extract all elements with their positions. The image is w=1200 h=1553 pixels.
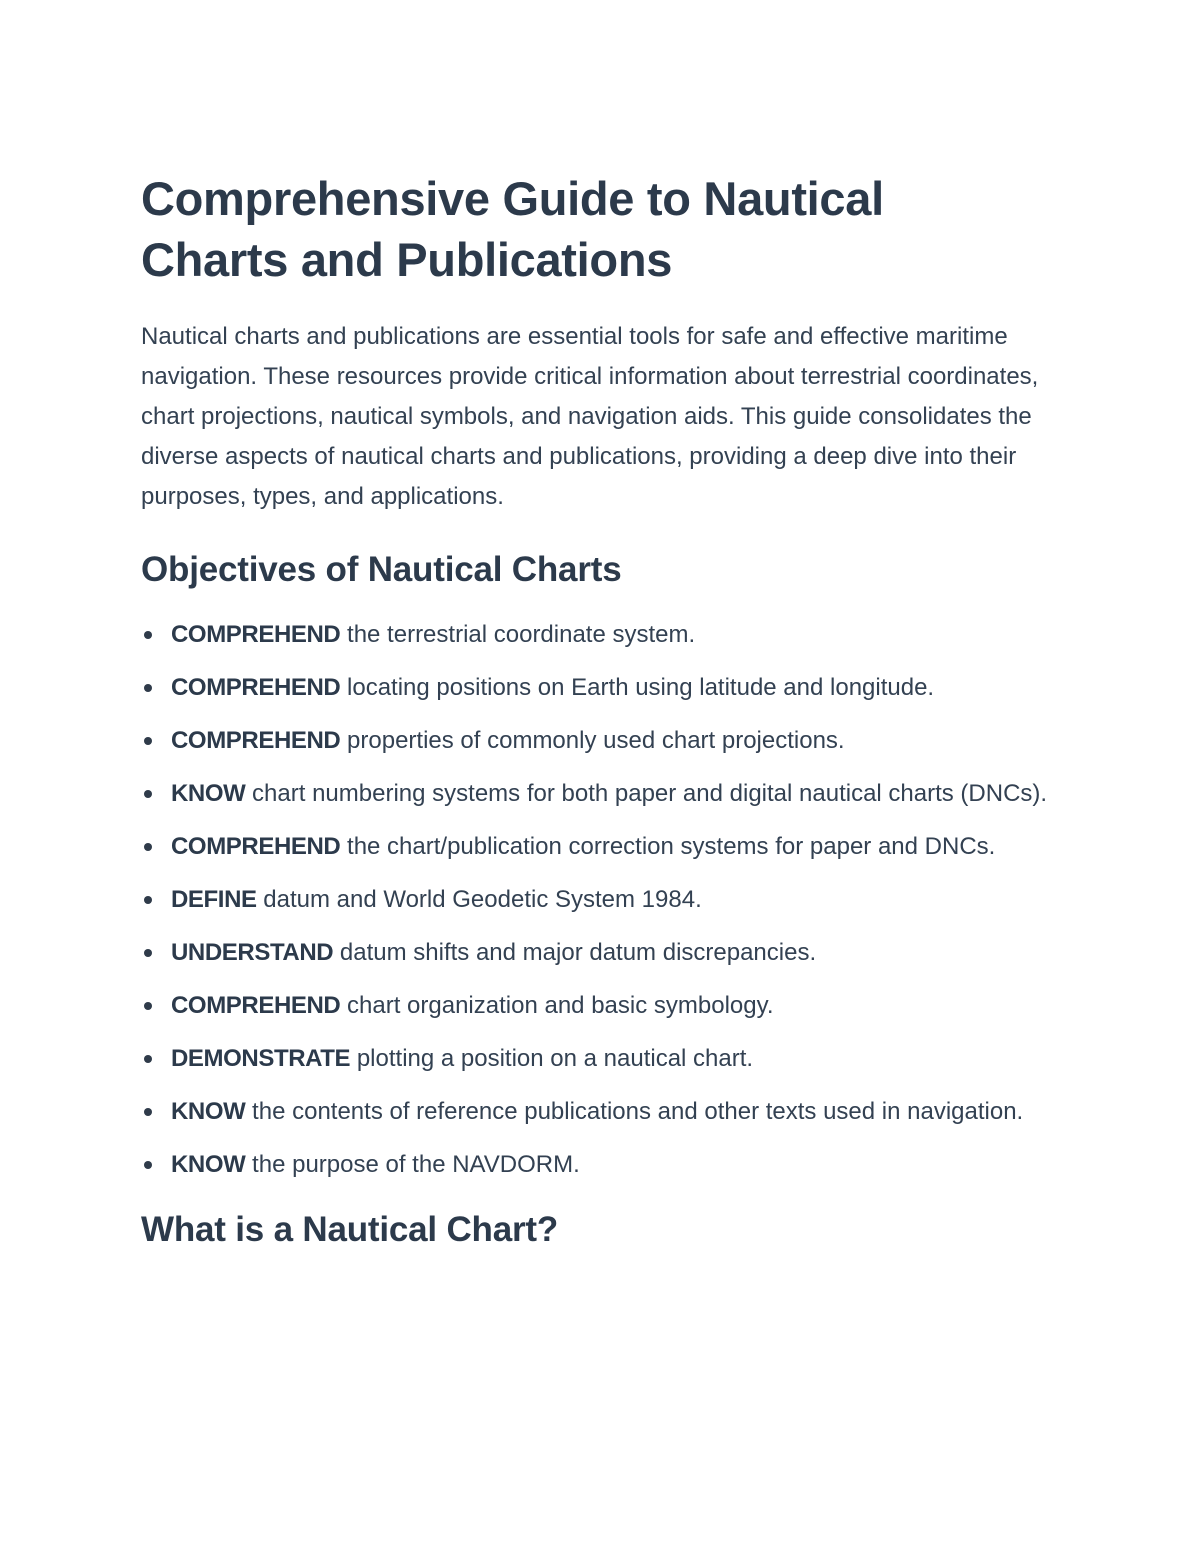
list-item xyxy=(141,986,1056,1026)
list-item xyxy=(141,1145,1056,1185)
bullet-icon xyxy=(144,790,152,798)
document-title: Comprehensive Guide to Nautical Charts and Publications xyxy=(141,172,884,286)
objective-verb: DEMONSTRATE xyxy=(171,1045,351,1072)
objective-text: the purpose of the NAVDORM. xyxy=(245,1151,580,1178)
list-item xyxy=(141,774,1056,814)
objective-verb: COMPREHEND xyxy=(171,992,341,1019)
bullet-icon xyxy=(144,1108,152,1116)
objective-text: the terrestrial coordinate system. xyxy=(340,621,696,648)
objectives-heading: Objectives of Nautical Charts xyxy=(141,550,622,589)
objective-verb: COMPREHEND xyxy=(171,674,341,701)
objective-verb: COMPREHEND xyxy=(171,833,341,860)
objective-verb: COMPREHEND xyxy=(171,621,341,648)
objective-text: the contents of reference publications and other texts used in navigation. xyxy=(245,1098,1024,1125)
list-item xyxy=(141,1039,1056,1079)
objective-text: locating positions on Earth using latitude and longitude. xyxy=(340,674,935,701)
bullet-icon xyxy=(144,1055,152,1063)
what-is-nautical-chart-heading: What is a Nautical Chart? xyxy=(141,1210,559,1249)
list-item xyxy=(141,721,1056,761)
bullet-icon xyxy=(144,737,152,745)
objective-text: chart numbering systems for both paper and digital nautical charts (DNCs). xyxy=(245,780,1048,807)
objectives-list xyxy=(141,615,1056,1185)
objective-text: the chart/publication correction systems for paper and DNCs. xyxy=(340,833,996,860)
bullet-icon xyxy=(144,896,152,904)
objective-verb: KNOW xyxy=(171,1151,246,1178)
list-item xyxy=(141,1092,1056,1132)
list-item xyxy=(141,615,1056,655)
bullet-icon xyxy=(144,631,152,639)
list-item xyxy=(141,933,1056,973)
objective-verb: COMPREHEND xyxy=(171,727,341,754)
list-item xyxy=(141,668,1056,708)
objective-text: properties of commonly used chart projections. xyxy=(340,727,845,754)
bullet-icon xyxy=(144,1161,152,1169)
bullet-icon xyxy=(144,843,152,851)
objective-verb: KNOW xyxy=(171,780,246,807)
list-item xyxy=(141,827,1056,867)
objective-verb: DEFINE xyxy=(171,886,257,913)
objective-text: datum and World Geodetic System 1984. xyxy=(256,886,702,913)
bullet-icon xyxy=(144,1002,152,1010)
objective-text: plotting a position on a nautical chart. xyxy=(350,1045,754,1072)
list-item xyxy=(141,880,1056,920)
objective-text: chart organization and basic symbology. xyxy=(340,992,774,1019)
bullet-icon xyxy=(144,949,152,957)
objective-text: datum shifts and major datum discrepancies. xyxy=(333,939,817,966)
objective-verb: KNOW xyxy=(171,1098,246,1125)
bullet-icon xyxy=(144,684,152,692)
intro-paragraph: Nautical charts and publications are essential tools for safe and effective maritime navigation. These resources provide critical information about terrestrial coordinates, chart projections, nautical symbols, and navigation aids. This guide consolidates the diverse aspects of nautical charts and publications, providing a deep dive into their purposes, types, and applications. xyxy=(141,323,1039,510)
objective-verb: UNDERSTAND xyxy=(171,939,334,966)
